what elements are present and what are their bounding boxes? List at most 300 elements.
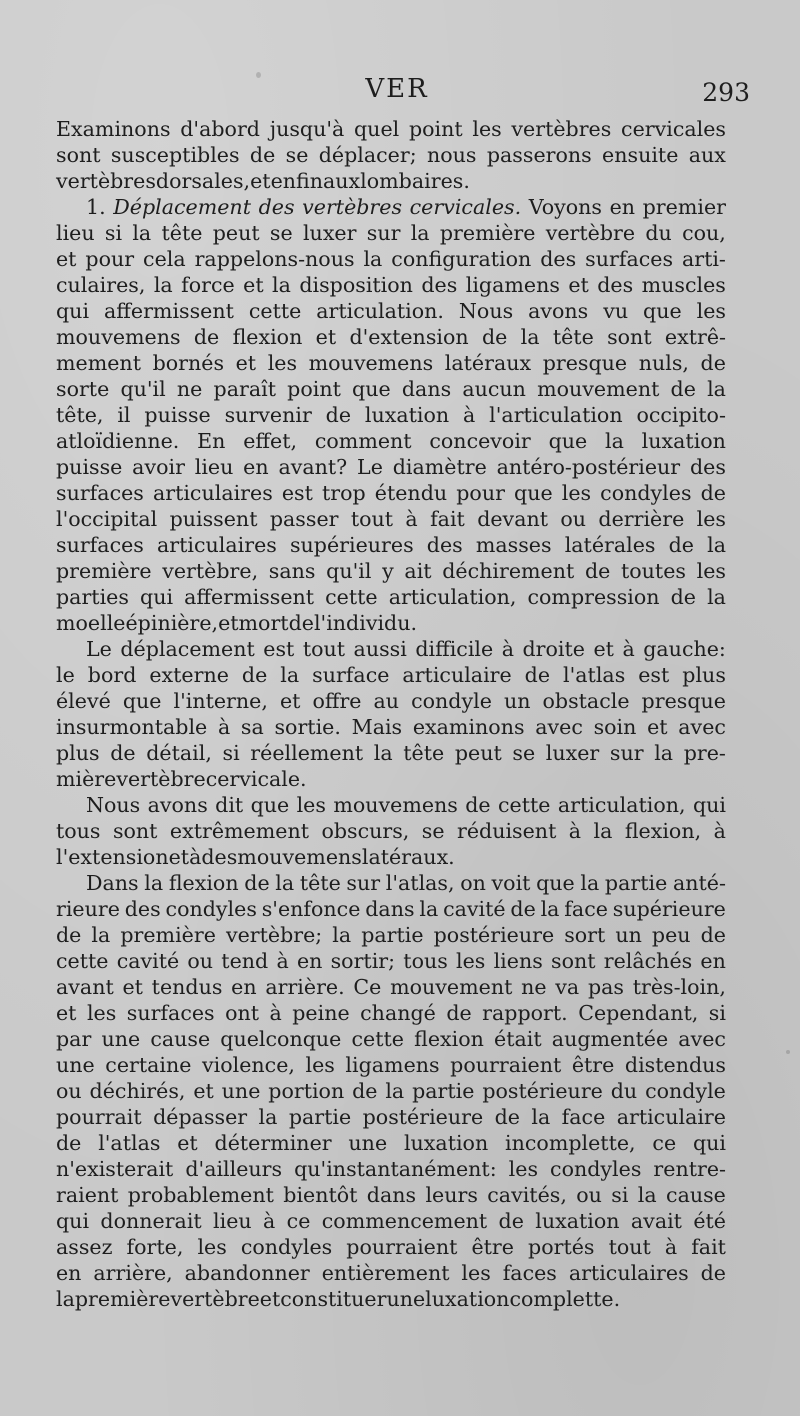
word: moelle xyxy=(56,611,126,635)
word: et xyxy=(193,1079,214,1103)
word: de xyxy=(700,351,726,375)
word: d'abord xyxy=(180,117,260,141)
word: ce xyxy=(652,1131,677,1155)
word: postérieure xyxy=(362,1105,484,1129)
word: et xyxy=(568,273,589,297)
word: obscurs, xyxy=(321,819,410,843)
word: culaires, xyxy=(56,273,146,297)
word: une xyxy=(101,1027,141,1051)
word: Le xyxy=(86,637,112,661)
word: relâchés xyxy=(603,949,693,973)
word: vu xyxy=(603,299,629,323)
word: sans xyxy=(268,559,316,583)
word: l'interne, xyxy=(173,689,268,713)
word: et xyxy=(177,1131,198,1155)
word: cause xyxy=(150,1027,211,1051)
word: peut xyxy=(454,741,502,765)
word: de xyxy=(110,741,136,765)
word: sorte xyxy=(56,377,110,401)
word: lieu xyxy=(194,455,234,479)
word: l'articulation xyxy=(489,403,623,427)
word: articulation, xyxy=(388,585,517,609)
text-line xyxy=(56,1286,726,1312)
word: en xyxy=(700,949,726,973)
word: de xyxy=(494,1105,520,1129)
text-line xyxy=(56,1156,726,1182)
word: et xyxy=(279,689,301,713)
word: la xyxy=(593,819,613,843)
word: portés xyxy=(528,1235,595,1259)
word: qui xyxy=(692,793,726,817)
word: cavités, xyxy=(487,1183,567,1207)
word: de xyxy=(498,1209,524,1233)
text-line xyxy=(56,532,726,558)
word: la xyxy=(531,1105,551,1129)
word: lieu xyxy=(56,221,95,245)
word: de xyxy=(510,897,536,921)
word: une xyxy=(221,1079,261,1103)
word: de xyxy=(249,143,276,167)
word: cervicales. xyxy=(409,195,522,219)
text-line xyxy=(56,1078,726,1104)
word: abandonner xyxy=(184,1261,310,1285)
word: tout xyxy=(350,507,394,531)
word: flexion xyxy=(168,871,239,895)
word: avons xyxy=(528,299,589,323)
word: condyles xyxy=(165,897,257,921)
word: commencement xyxy=(321,1209,488,1233)
word: antéro-postérieur xyxy=(496,455,681,479)
text-line xyxy=(56,376,726,402)
word: entièrement xyxy=(321,1261,450,1285)
word: si xyxy=(104,221,123,245)
text-line xyxy=(56,1234,726,1260)
word: surfaces xyxy=(126,1001,215,1025)
word: sont xyxy=(112,819,158,843)
word: et xyxy=(235,351,257,375)
word: la xyxy=(385,1079,405,1103)
word: jusqu'à xyxy=(269,117,345,141)
word: toutes xyxy=(621,559,686,583)
word: articulation. xyxy=(316,299,444,323)
word: affermissent xyxy=(103,299,234,323)
word: à xyxy=(189,845,202,869)
text-line xyxy=(56,428,726,454)
word: première xyxy=(120,923,216,947)
word: masses xyxy=(475,533,552,557)
word: que xyxy=(352,377,391,401)
word: cette xyxy=(498,793,551,817)
word: portion xyxy=(268,1079,345,1103)
word: la xyxy=(373,741,393,765)
text-line xyxy=(56,896,726,922)
text-line xyxy=(56,714,726,740)
word: élevé xyxy=(56,689,111,713)
text-line xyxy=(56,1052,726,1078)
word: survenir xyxy=(224,403,312,427)
text-line xyxy=(56,272,726,298)
word: arti- xyxy=(681,247,726,271)
text-line xyxy=(56,740,726,766)
word: l'atlas, xyxy=(385,871,455,895)
word: diamètre xyxy=(392,455,487,479)
word: nous xyxy=(427,143,477,167)
word: des xyxy=(426,533,463,557)
word: bord xyxy=(87,663,137,687)
word: distendus xyxy=(624,1053,726,1077)
word: pourrait xyxy=(56,1105,142,1129)
word: condyle xyxy=(645,1079,726,1103)
page-header xyxy=(56,74,750,114)
word: en xyxy=(243,455,269,479)
word: sortie. xyxy=(274,715,341,739)
word: supérieure xyxy=(612,897,726,921)
word: les xyxy=(86,1001,117,1025)
text-line xyxy=(56,688,726,714)
word: on xyxy=(460,871,486,895)
text-line xyxy=(56,1026,726,1052)
word: passerons xyxy=(486,143,592,167)
word: à xyxy=(501,637,514,661)
word: à xyxy=(568,819,582,843)
word: mement xyxy=(56,351,141,375)
word: leurs xyxy=(425,1183,478,1207)
text-line xyxy=(56,844,726,870)
word: cette xyxy=(351,1027,404,1051)
text-line xyxy=(56,402,726,428)
word: quelconque xyxy=(220,1027,342,1051)
word: et xyxy=(168,845,190,869)
word: Ce xyxy=(353,975,382,999)
word: de xyxy=(446,1001,472,1025)
word: la xyxy=(363,247,383,271)
word: l'occipital xyxy=(56,507,158,531)
word: vertèbres xyxy=(302,195,403,219)
word: de xyxy=(56,1131,82,1155)
word: droite xyxy=(522,637,585,661)
word: pour xyxy=(85,247,135,271)
word: partie xyxy=(412,1079,475,1103)
word: avons xyxy=(147,793,208,817)
text-line xyxy=(56,298,726,324)
word: les xyxy=(461,1261,491,1285)
word: se xyxy=(269,221,293,245)
word: articulaires xyxy=(152,481,273,505)
word: vertèbre xyxy=(116,767,206,791)
word: d'ailleurs xyxy=(185,1157,283,1181)
word: faces xyxy=(502,1261,557,1285)
word: sort xyxy=(564,923,606,947)
word: de xyxy=(241,663,268,687)
word: déchirement xyxy=(442,559,575,583)
word: ou xyxy=(56,1079,82,1103)
word: de xyxy=(352,1079,378,1103)
word: face xyxy=(561,1105,606,1129)
word: rappelons-nous xyxy=(194,247,355,271)
word: mière xyxy=(56,767,117,791)
word: la xyxy=(272,273,291,297)
word: la xyxy=(707,377,726,401)
word: condyle xyxy=(411,689,492,713)
word: mouvemens xyxy=(56,325,181,349)
word: partie xyxy=(604,871,668,895)
word: des xyxy=(540,247,577,271)
word: la xyxy=(654,741,674,765)
word: cervicales xyxy=(621,117,726,141)
text-line xyxy=(56,948,726,974)
word: des xyxy=(201,845,238,869)
word: et xyxy=(243,273,264,297)
word: d'extension xyxy=(349,325,469,349)
word: qui xyxy=(692,1131,726,1155)
word: si xyxy=(611,1183,629,1207)
word: tête xyxy=(161,221,203,245)
word: surfaces xyxy=(56,533,144,557)
word: à xyxy=(463,403,476,427)
word: la xyxy=(410,221,430,245)
word: une xyxy=(56,1053,95,1077)
word: disposition xyxy=(299,273,413,297)
word: ait xyxy=(404,559,432,583)
word: ou xyxy=(187,949,214,973)
word: supérieures xyxy=(289,533,414,557)
word: luxer xyxy=(302,221,357,245)
word: extrê- xyxy=(664,325,726,349)
word: à xyxy=(664,1235,678,1259)
word: mouvement xyxy=(390,975,513,999)
word: la xyxy=(153,273,173,297)
word: articulation, xyxy=(557,793,686,817)
word: Mais xyxy=(351,715,403,739)
word: et xyxy=(218,611,239,635)
word: gauche: xyxy=(643,637,726,661)
word: première xyxy=(56,559,152,583)
word: de xyxy=(193,325,220,349)
word: cause xyxy=(666,1183,726,1207)
word: que xyxy=(548,429,588,453)
word: l'individu. xyxy=(313,611,418,635)
word: concevoir xyxy=(429,429,531,453)
word: la xyxy=(540,897,560,921)
word: une xyxy=(348,1131,388,1155)
word: dit xyxy=(215,793,244,817)
word: été xyxy=(693,1209,726,1233)
word: tend xyxy=(221,949,269,973)
word: raient xyxy=(56,1183,119,1207)
word: de xyxy=(584,559,611,583)
text-line xyxy=(56,818,726,844)
word: en xyxy=(56,1261,82,1285)
word: bientôt xyxy=(283,1183,358,1207)
word: la xyxy=(91,923,111,947)
word: condyles xyxy=(240,1235,333,1259)
word: donnerait xyxy=(100,1209,202,1233)
word: les xyxy=(696,299,726,323)
word: des xyxy=(689,455,726,479)
text-line xyxy=(56,220,726,246)
word: pour xyxy=(456,481,505,505)
word: que xyxy=(250,793,290,817)
word: offre xyxy=(312,689,362,713)
word: de xyxy=(700,481,726,505)
word: voit xyxy=(491,871,531,895)
word: cette xyxy=(56,949,109,973)
word: rentre- xyxy=(653,1157,726,1181)
word: augmentée xyxy=(551,1027,669,1051)
word: et xyxy=(593,637,614,661)
word: partie xyxy=(288,1105,352,1129)
word: des xyxy=(597,273,634,297)
word: avant xyxy=(56,975,114,999)
word: très-loin, xyxy=(632,975,726,999)
word: cou, xyxy=(682,221,726,245)
text-line xyxy=(56,974,726,1000)
word: la xyxy=(707,533,726,557)
word: aucun xyxy=(462,377,526,401)
word: ne xyxy=(176,377,203,401)
word: de xyxy=(700,1261,726,1285)
word: dépasser xyxy=(153,1105,248,1129)
word: cavité xyxy=(443,897,506,921)
word: l'atlas xyxy=(563,663,626,687)
word: effet, xyxy=(243,429,298,453)
word: quel xyxy=(354,117,400,141)
word: vertèbre, xyxy=(162,559,259,583)
word: des xyxy=(124,897,161,921)
word: la xyxy=(275,871,295,895)
word: passer xyxy=(269,507,339,531)
word: à xyxy=(276,949,289,973)
word: puissent xyxy=(169,507,258,531)
word: détail, xyxy=(146,741,212,765)
word: Nous xyxy=(86,793,141,817)
word: lombaires. xyxy=(360,169,470,193)
word: Nous xyxy=(458,299,514,323)
word: la xyxy=(132,221,152,245)
word: rieure xyxy=(56,897,120,921)
word: déplacer; xyxy=(318,143,417,167)
word: avant? xyxy=(278,455,348,479)
text-line xyxy=(56,922,726,948)
word: qu'il xyxy=(120,377,166,401)
word: ensuite xyxy=(602,143,679,167)
word: dans xyxy=(401,377,452,401)
section-heading-line xyxy=(56,194,726,220)
word: la xyxy=(56,1287,75,1311)
word: que xyxy=(122,689,162,713)
word: vertèbre; xyxy=(225,923,323,947)
text-line xyxy=(56,350,726,376)
word: à xyxy=(713,819,726,843)
word: réellement xyxy=(250,741,364,765)
word: En xyxy=(197,429,226,453)
word: luxation xyxy=(364,403,450,427)
text-line xyxy=(56,480,726,506)
word: avait xyxy=(630,1209,682,1233)
word: complette. xyxy=(509,1287,621,1311)
word: ou xyxy=(560,507,587,531)
word: mouvemens xyxy=(237,845,362,869)
word: qu'instantanément: xyxy=(294,1157,497,1181)
word: arrière, xyxy=(93,1261,173,1285)
word: est xyxy=(263,637,295,661)
word: un xyxy=(503,689,531,713)
text-line xyxy=(56,558,726,584)
word: luxation xyxy=(425,1287,510,1311)
word: les xyxy=(696,559,726,583)
word: déchirés, xyxy=(89,1079,186,1103)
word: configuration xyxy=(391,247,532,271)
word: plus xyxy=(56,741,100,765)
text-line xyxy=(56,324,726,350)
word: à xyxy=(622,637,635,661)
word: tendus xyxy=(151,975,223,999)
word: s'enfonce xyxy=(261,897,361,921)
word: au xyxy=(373,689,400,713)
word: les xyxy=(472,117,502,141)
word: ne xyxy=(521,975,547,999)
word: luxer xyxy=(545,741,600,765)
word: en xyxy=(296,949,323,973)
word: partie xyxy=(361,923,424,947)
text-line xyxy=(56,792,726,818)
word: face xyxy=(564,897,608,921)
word: incomplette, xyxy=(505,1131,636,1155)
word: être xyxy=(571,1053,615,1077)
word: obstacle xyxy=(542,689,630,713)
word: susceptibles xyxy=(110,143,240,167)
word: compression xyxy=(527,585,660,609)
word: point xyxy=(287,377,341,401)
word: une xyxy=(386,1287,426,1311)
word: latéraux xyxy=(444,351,532,375)
word: constituer xyxy=(280,1287,387,1311)
text-line xyxy=(56,662,726,688)
word: à xyxy=(263,1209,276,1233)
word: qu'il xyxy=(326,559,372,583)
text-line xyxy=(56,246,726,272)
word: épinière, xyxy=(125,611,219,635)
word: tout xyxy=(302,637,346,661)
text-line xyxy=(56,1000,726,1026)
word: postérieure xyxy=(482,1079,603,1103)
word: y xyxy=(382,559,394,583)
word: les xyxy=(296,793,326,817)
word: parties xyxy=(56,585,129,609)
word: les xyxy=(267,351,298,375)
word: externe xyxy=(149,663,229,687)
word: articulaire xyxy=(402,663,512,687)
word: de xyxy=(465,793,491,817)
word: de xyxy=(56,923,82,947)
word: sont xyxy=(56,143,101,167)
word: vertèbres xyxy=(56,169,156,193)
word: flexion xyxy=(232,325,303,349)
word: si xyxy=(222,741,240,765)
word: pre- xyxy=(683,741,726,765)
word: occipito- xyxy=(636,403,726,427)
word: ou xyxy=(576,1183,602,1207)
word: peine xyxy=(292,1001,350,1025)
word: liens xyxy=(493,949,543,973)
word: l'atlas xyxy=(98,1131,161,1155)
word: de xyxy=(524,663,551,687)
word: arrière. xyxy=(265,975,345,999)
word: à xyxy=(405,507,418,531)
word: la xyxy=(605,429,624,453)
word: avec xyxy=(535,715,583,739)
word: ont xyxy=(225,1001,260,1025)
